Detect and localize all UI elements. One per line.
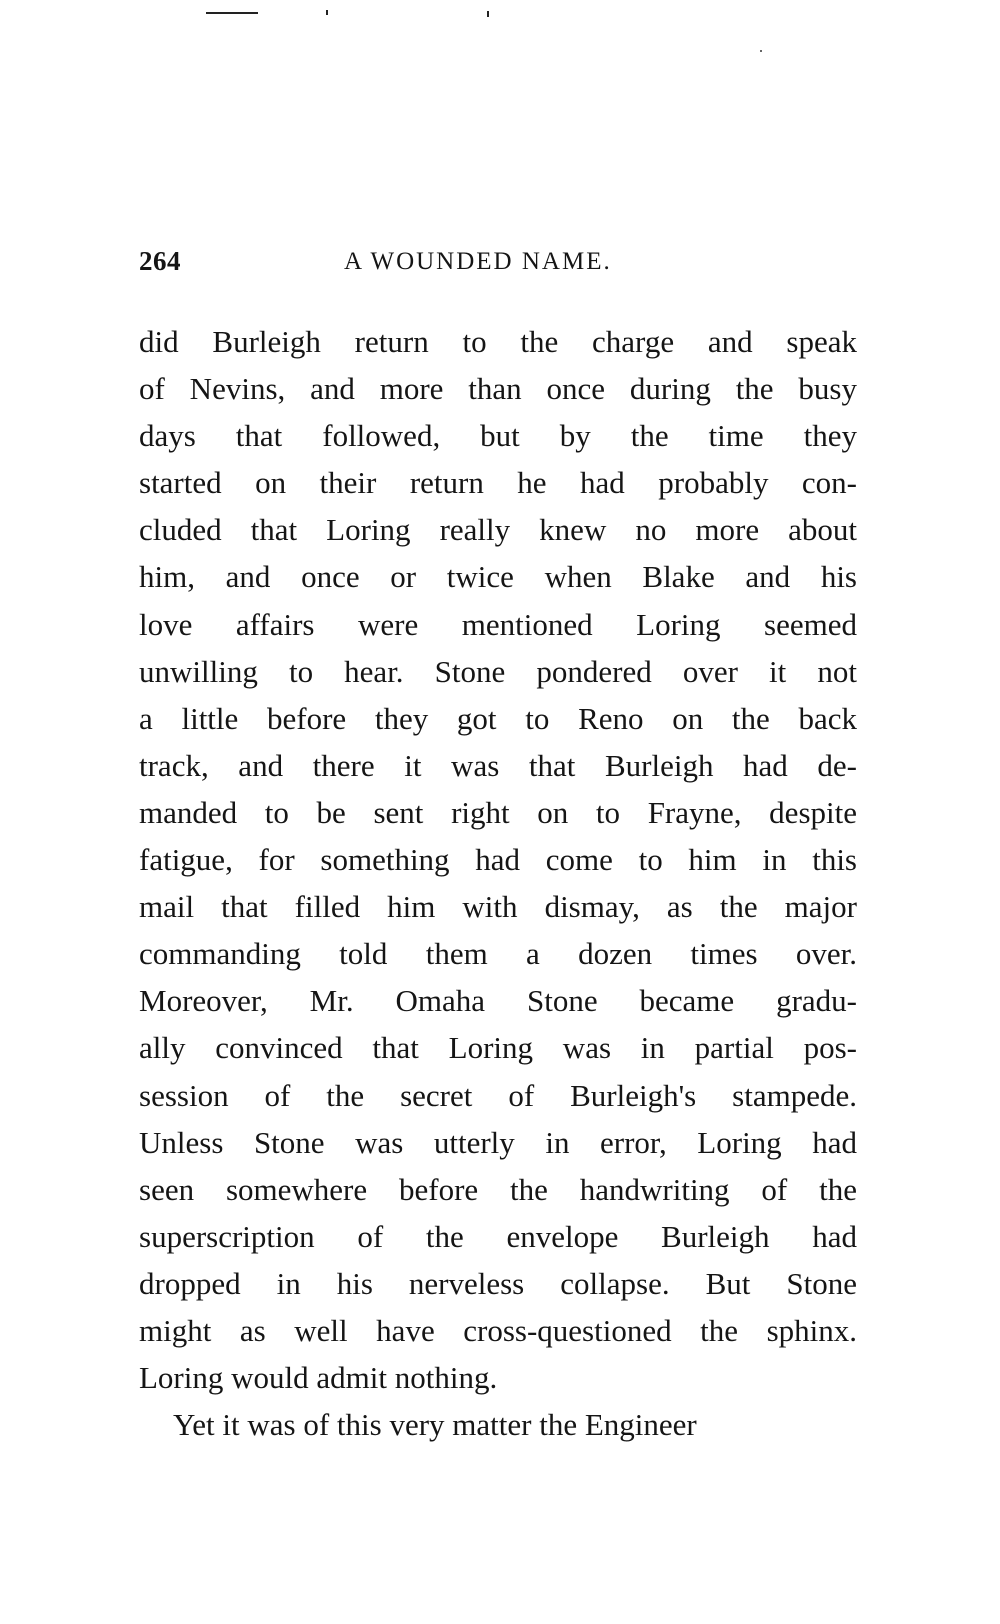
text-line: session of the secret of Burleigh's stampede. [139,1077,857,1113]
text-line: ally convinced that Loring was in partial pos- [139,1030,857,1066]
text-line: dropped in his nerveless collapse. But Stone [139,1265,857,1301]
text-line: manded to be sent right on to Frayne, despite [139,794,857,830]
text-line: track, and there it was that Burleigh had de- [139,747,857,783]
text-line: Yet it was of this very matter the Engineer [173,1407,697,1443]
text-line: Moreover, Mr. Omaha Stone became gradu- [139,983,857,1019]
text-line: cluded that Loring really knew no more about [139,512,857,548]
body-text [139,318,857,1448]
scan-speck [487,11,489,17]
page-number: 264 [139,246,181,276]
text-line: days that followed, but by the time they [139,418,857,454]
running-head [139,246,859,286]
text-line: mail that filled him with dismay, as the major [139,889,857,925]
text-line: superscription of the envelope Burleigh had [139,1218,857,1254]
text-line: him, and once or twice when Blake and his [139,559,857,595]
text-line: unwilling to hear. Stone pondered over it not [139,653,857,689]
text-line: Loring would admit nothing. [139,1360,498,1396]
scan-speck [326,10,328,15]
text-line: started on their return he had probably con- [139,465,857,501]
running-title: A WOUNDED NAME. [344,248,612,275]
scan-speck [206,12,258,14]
text-line: a little before they got to Reno on the back [139,700,857,736]
text-line: fatigue, for something had come to him in this [139,842,857,878]
scan-speck [760,50,762,52]
text-line: did Burleigh return to the charge and speak [139,324,857,359]
text-line: of Nevins, and more than once during the busy [139,371,857,407]
text-line: love affairs were mentioned Loring seemed [139,606,857,642]
text-line: commanding told them a dozen times over. [139,936,857,972]
text-line: Unless Stone was utterly in error, Loring had [139,1124,857,1160]
text-line: seen somewhere before the handwriting of the [139,1171,857,1207]
text-line: might as well have cross-questioned the sphinx. [139,1312,857,1348]
